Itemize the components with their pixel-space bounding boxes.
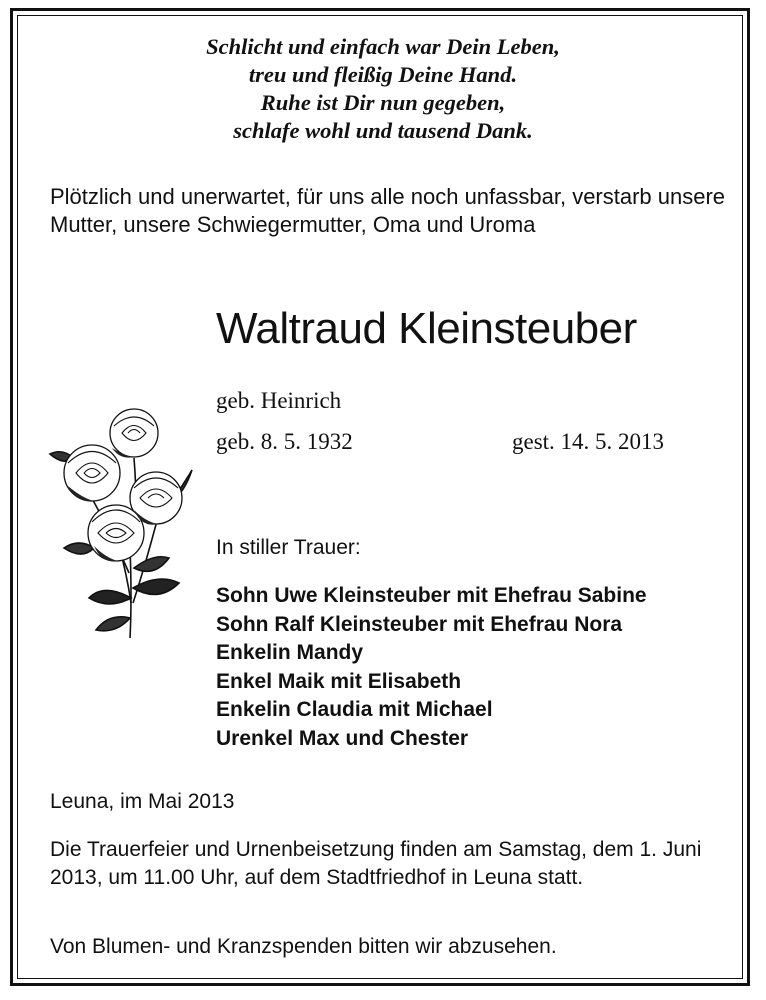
mourner: Enkelin Mandy xyxy=(216,641,364,664)
intro-text: Plötzlich und unerwartet, für uns alle noch unfassbar, verstarb unsere Mutter, unsere Schwiegermutter, Oma und Uroma xyxy=(50,184,726,237)
deceased-name: Waltraud Kleinsteuber xyxy=(216,304,637,353)
poem-line: Ruhe ist Dir nun gegeben, xyxy=(260,90,506,115)
poem-line: Schlicht und einfach war Dein Leben, xyxy=(206,34,560,59)
mourning-label: In stiller Trauer: xyxy=(216,536,361,559)
roses-icon xyxy=(34,398,194,643)
poem xyxy=(0,33,766,145)
mourner: Enkel Maik mit Elisabeth xyxy=(216,669,462,693)
death-date: gest. 14. 5. 2013 xyxy=(512,429,665,454)
place-date: Leuna, im Mai 2013 xyxy=(50,790,235,813)
funeral-note: Die Trauerfeier und Urnenbeisetzung finden am Samstag, dem 1. Juni 2013, um 11.00 Uhr, auf dem Stadtfriedhof in Leuna statt. xyxy=(50,838,702,889)
mourner: Enkelin Claudia mit Michael xyxy=(216,698,493,721)
mourner: Sohn Uwe Kleinsteuber mit Ehefrau Sabine xyxy=(216,584,647,607)
poem-line: treu und fleißig Deine Hand. xyxy=(248,62,518,87)
poem-line: schlafe wohl und tausend Dank. xyxy=(233,118,533,143)
mourner: Sohn Ralf Kleinsteuber mit Ehefrau Nora xyxy=(216,612,623,636)
flowers-note: Von Blumen- und Kranzspenden bitten wir abzusehen. xyxy=(50,935,557,958)
mourners-list xyxy=(216,582,647,753)
mourner: Urenkel Max und Chester xyxy=(216,726,469,750)
birth-date: geb. 8. 5. 1932 xyxy=(216,429,353,454)
maiden-name: geb. Heinrich xyxy=(216,388,342,413)
